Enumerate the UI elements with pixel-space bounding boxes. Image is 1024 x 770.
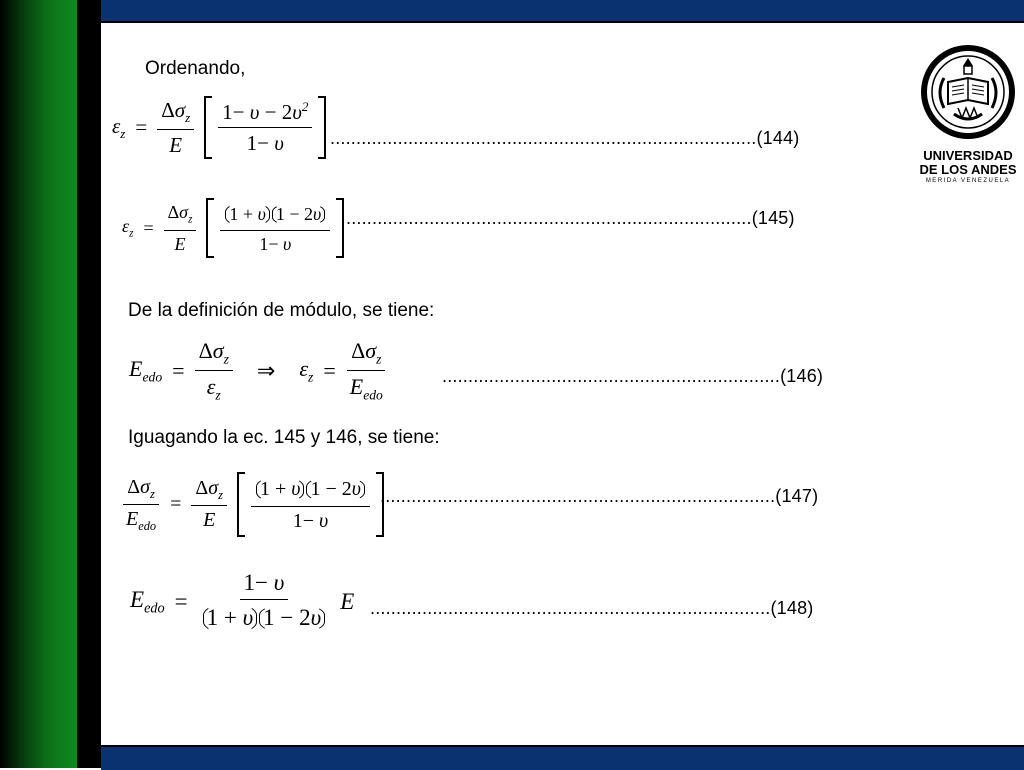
equate-text: Iguagando la ec. 145 y 146, se tiene: [128,427,440,448]
equation-144: $\varepsilon_z$ = $\frac{\Delta\sigma_z}{E}$ $\frac{1- \upsilon - 2\upsilon^2}{1- \upsilon}$ [112,96,326,159]
equation-148: $E_{edo}$ = $\frac{1- \upsilon}{1 + \upsilon 1 - 2\upsilon}$ E [130,570,354,634]
equation-147: $\frac{\Delta\sigma_z}{E_{edo}}$ = $\frac{\Delta\sigma_z}{E}$ $\frac{1 + \upsilon 1 - 2\upsilon}{1- \upsilon}$ [122,472,384,537]
definition-text: De la definición de módulo, se tiene: [128,300,435,321]
equation-144-number: ..................................................................................(144) [330,128,800,148]
left-black-bar [77,0,101,768]
equation-146: $E_{edo}$ = $\frac{\Delta\sigma_z}{\varepsilon_z}$ ⇒ $\varepsilon_z$ = $\frac{\Delta\sigma_z}{E_{edo}}$ [129,338,387,403]
left-gradient-bar [0,0,77,768]
university-logo [918,42,1018,186]
bottom-blue-bar [101,745,1024,770]
equation-145-number: ..............................................................................(145) [346,208,795,228]
equation-146-number: .................................................................(146) [442,366,824,386]
logo-line-1: UNIVERSIDAD [923,148,1013,163]
intro-text: Ordenando, [145,58,246,79]
top-blue-bar [101,0,1024,23]
equation-147-number: ............................................................................(147) [380,486,819,506]
logo-line-2: DE LOS ANDES [919,162,1017,177]
university-seal-icon [918,42,1018,142]
logo-line-3: MERIDA VENEZUELA [925,178,1011,184]
equation-145: $\varepsilon_z$ = $\frac{\Delta\sigma_z}{E}$ $\frac{1 + \upsilon 1 - 2\upsilon}{1- \upsilon}$ [122,198,344,258]
equation-148-number: .............................................................................(148) [370,598,814,618]
